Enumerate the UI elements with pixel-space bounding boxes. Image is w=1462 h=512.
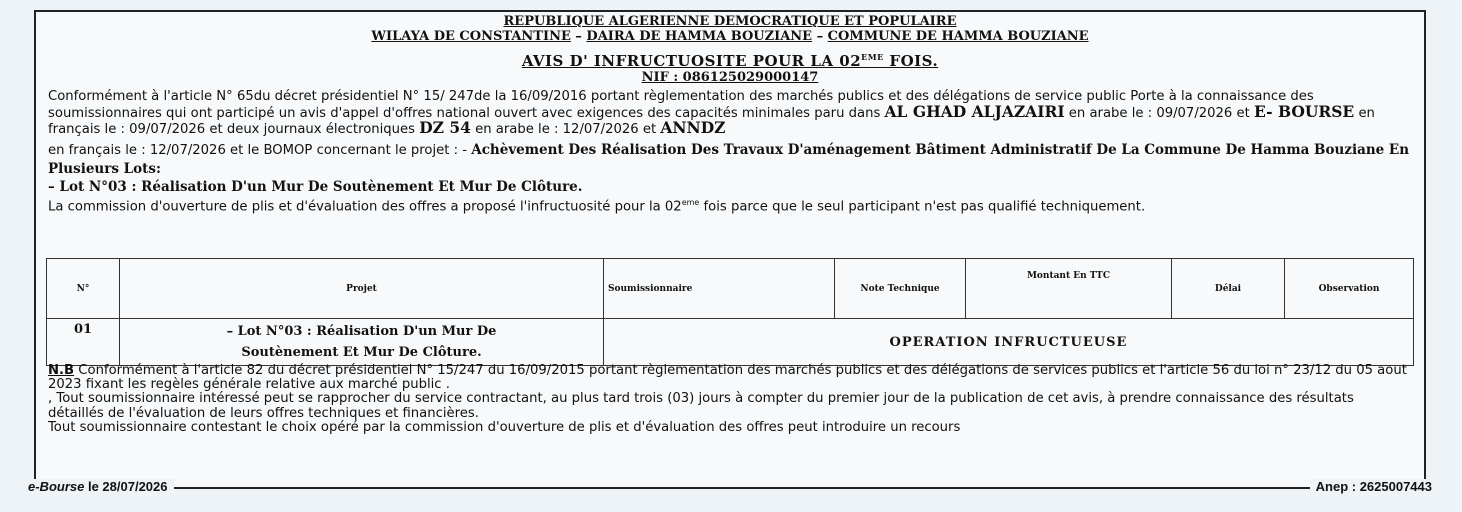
col-amount: Montant En TTC	[966, 259, 1172, 319]
notice-header	[36, 14, 1424, 85]
lot-line: – Lot N°03 : Réalisation D'un Mur De Soutènement Et Mur De Clôture.	[48, 178, 583, 195]
newspaper-1: AL GHAD ALJAZAIRI	[884, 101, 1065, 121]
newspaper-2: E- BOURSE	[1254, 101, 1355, 121]
footer-anep: Anep : 2625007443	[1310, 479, 1432, 494]
notice-frame	[34, 10, 1426, 489]
nif: NIF : 086125029000147	[641, 70, 819, 85]
col-observation: Observation	[1285, 259, 1414, 319]
nb-label: N.B	[48, 363, 75, 378]
notice-title: AVIS D' INFRUCTUOSITE POUR LA 02EME FOIS.	[521, 52, 939, 70]
commune: COMMUNE DE HAMMA BOUZIANE	[827, 29, 1089, 44]
republic-title: REPUBLIQUE ALGERIENNE DEMOCRATIQUE ET POPULAIRE	[503, 14, 957, 29]
project-paragraph: en français le : 12/07/2026 et le BOMOP concernant le projet : - Achèvement Des Réalisation Des Travaux D'aménagement Bâtiment Administratif De La Commune De Hamma Bouziane En Plusieurs Lots:	[48, 141, 1410, 177]
nb-section	[48, 364, 1412, 435]
body-text-1: Conformément à l'article N° 65du décret présidentiel N° 15/ 247de la 16/09/2016 portant règlementation des marchés publics et des délégations de service public Porte à la connaissance des soumissionnaires qui ont participé un avis d'appel d'offres national ouvert avec exigences des capacités minimales paru dans	[48, 89, 1314, 121]
project-title: Achèvement Des Réalisation Des Travaux D'aménagement Bâtiment Administratif De La Commune De Hamma Bouziane En Plusieurs Lots:	[48, 141, 1410, 177]
commission-paragraph: La commission d'ouverture de plis et d'évaluation des offres a proposé l'infructuosité pour la 02eme fois parce que le seul participant n'est pas qualifié techniquement.	[48, 197, 1146, 214]
notice-body: Conformément à l'article N° 65du décret présidentiel N° 15/ 247de la 16/09/2016 portant règlementation des marchés publics et des délégations de service public Porte à la connaissance des soumissionnaires qui ont participé un avis d'appel d'offres national ouvert avec exigences des capacités minimales paru dans AL GHAD ALJAZAIRI en arabe le : 09/07/2026 et E- BOURSE en français le : 09/07/2026 et deux journaux électroniques DZ 54 en arabe le : 12/07/2026 et ANNDZ en français le : 12/07/2026 et le BOMOP concernant le projet : - Achèvement Des Réalisation Des Travaux D'aménagement Bâtiment Administratif De La Commune De Hamma Bouziane En Plusieurs Lots: – Lot N°03 : Réalisation D'un Mur De Soutènement Et Mur De Clôture. La commission d'ouverture de plis et d'évaluation des offres a proposé l'infructuosité pour la 02eme fois parce que le seul participant n'est pas qualifié techniquement.	[36, 85, 1424, 214]
row-project: – Lot N°03 : Réalisation D'un Mur De Soutènement Et Mur De Clôture.	[120, 319, 604, 366]
footer	[28, 479, 1432, 495]
results-table	[46, 258, 1414, 366]
col-note: Note Technique	[835, 259, 966, 319]
nb-paragraph-2: , Tout soumissionnaire intéressé peut se rapprocher du service contractant, au plus tard trois (03) jours à compter du premier jour de la publication de cet avis, à prendre connaissance des résultats détaillés de l'évaluation de leurs offres techniques et financières.	[48, 391, 1354, 421]
newspaper-4: ANNDZ	[660, 118, 726, 137]
table-row	[47, 319, 1414, 366]
administration-line: WILAYA DE CONSTANTINE – DAIRA DE HAMMA BOUZIANE – COMMUNE DE HAMMA BOUZIANE	[371, 29, 1089, 44]
table-header-row	[47, 259, 1414, 319]
wilaya: WILAYA DE CONSTANTINE	[371, 29, 571, 44]
col-delay: Délai	[1172, 259, 1285, 319]
col-project: Projet	[120, 259, 604, 319]
col-num: N°	[47, 259, 120, 319]
col-bidder: Soumissionnaire	[604, 259, 835, 319]
footer-source: e-Bourse le 28/07/2026	[28, 479, 174, 494]
status-cell: OPERATION INFRUCTUEUSE	[604, 319, 1414, 366]
daira: DAIRA DE HAMMA BOUZIANE	[586, 29, 813, 44]
nb-paragraph-1: Conformément à l'article 82 du décret présidentiel N° 15/247 du 16/09/2015 portant règlementation des marchés publics et des délégations de services publics et l'article 56 du loi n° 23/12 du 05 aout 2023 fixant les regèles générale relative aux marché public .	[48, 363, 1407, 393]
newspaper-3: DZ 54	[419, 118, 471, 137]
row-num: 01	[47, 319, 120, 366]
nb-paragraph-3: Tout soumissionnaire contestant le choix opéré par la commission d'ouverture de plis et d'évaluation des offres peut introduire un recours	[48, 419, 961, 435]
